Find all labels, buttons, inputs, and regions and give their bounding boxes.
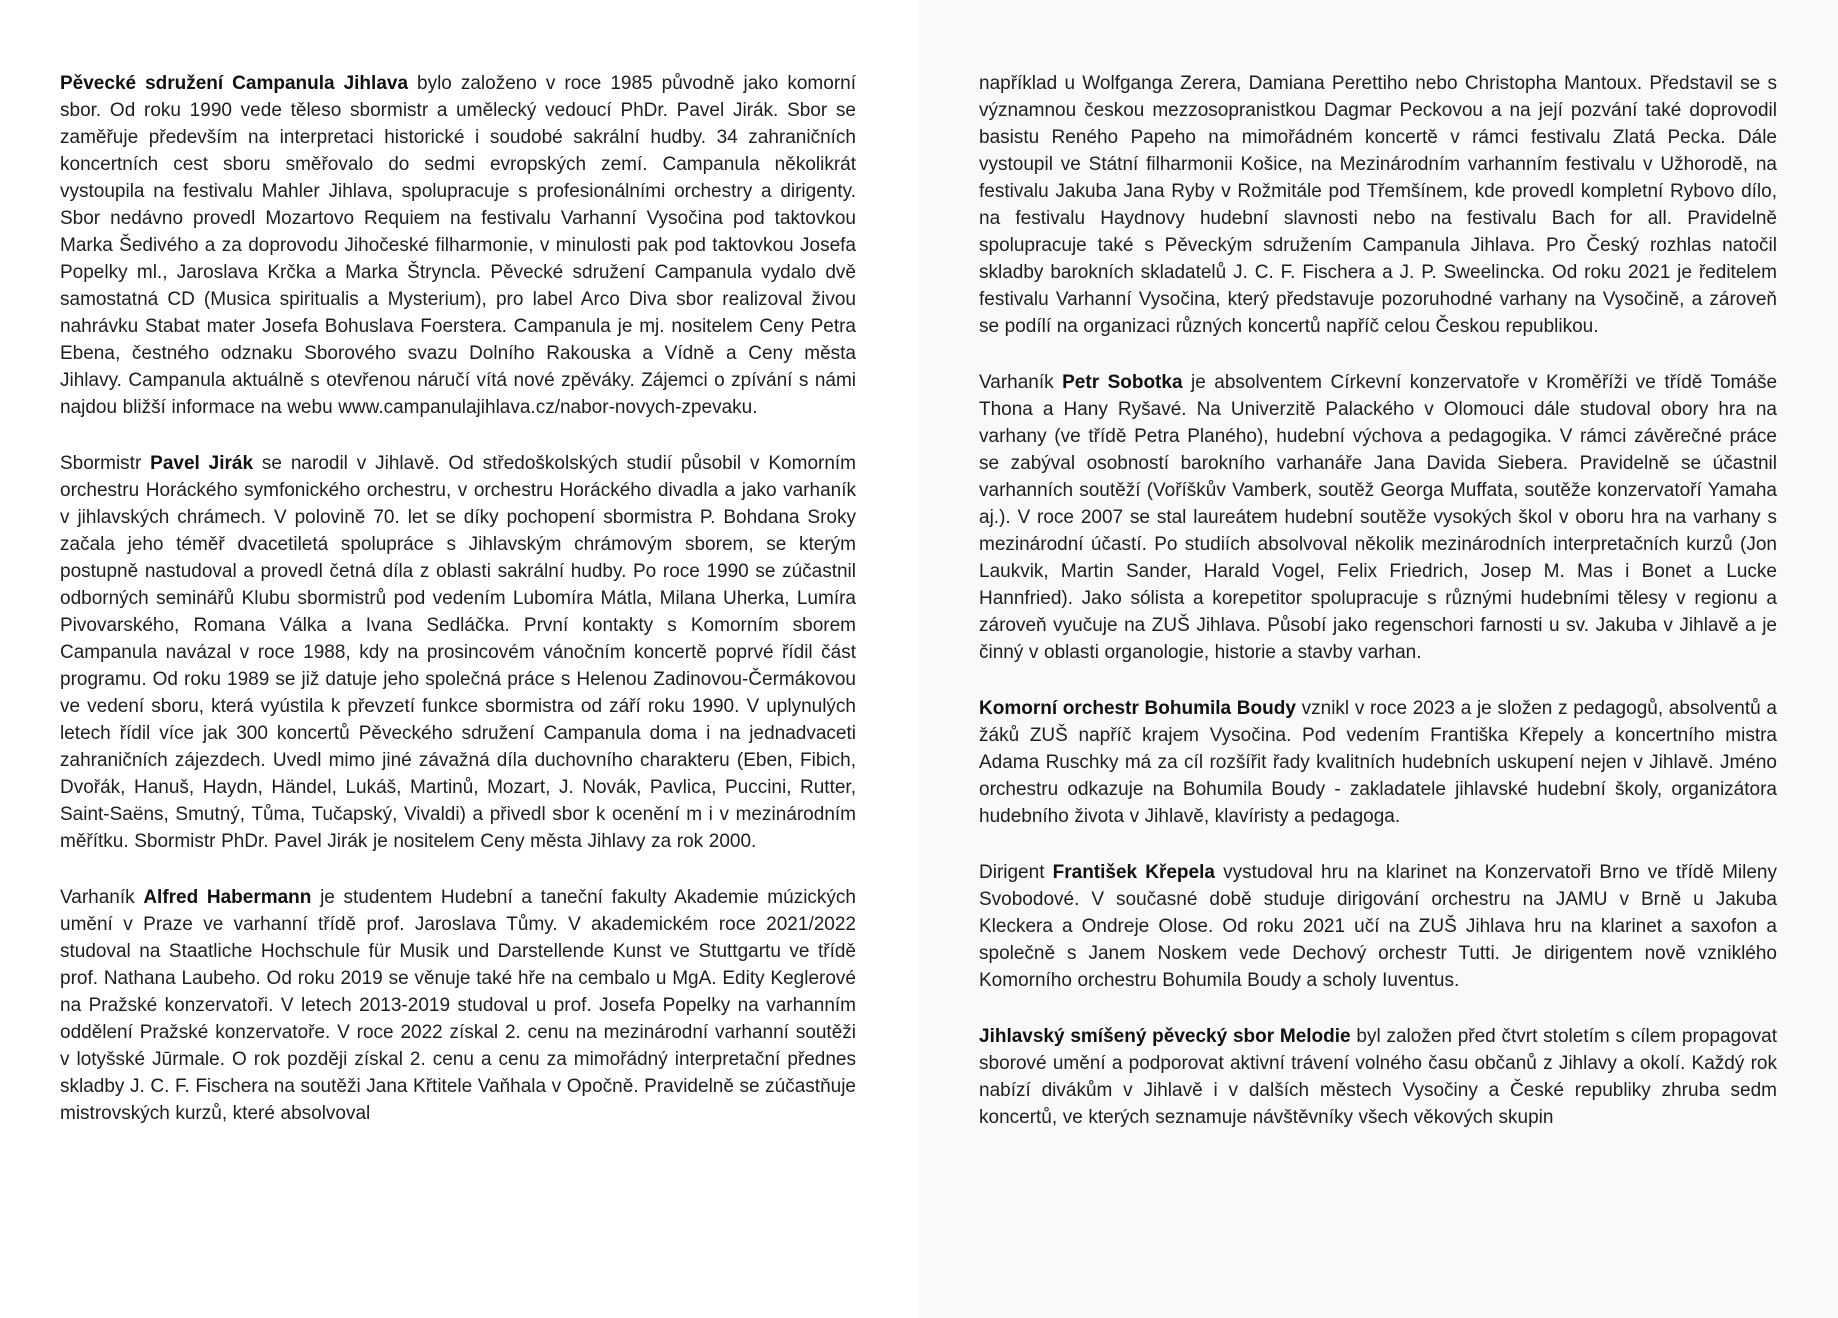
- paragraph-petr-sobotka: [979, 369, 1777, 666]
- right-page: [919, 0, 1838, 1318]
- paragraph-frantisek-krepela: [979, 859, 1777, 994]
- paragraph-prefix: Dirigent: [979, 862, 1053, 883]
- paragraph-text: například u Wolfganga Zerera, Damiana Perettiho nebo Christopha Mantoux. Představil se s významnou českou mezzosopranistkou Dagmar Peckovou a na její pozvání také doprovodil basistu Reného Papeho na mimořádném koncertě v rámci festivalu Zlatá Pecka. Dále vystoupil ve Státní filharmonii Košice, na Mezinárodním varhanním festivalu v Užhorodě, na festivalu Jakuba Jana Ryby v Rožmitále pod Třemšínem, kde provedl kompletní Rybovo dílo, na festivalu Haydnovy hudební slavnosti nebo na festivalu Bach for all. Pravidelně spolupracuje také s Pěveckým sdružením Campanula Jihlava. Pro Český rozhlas natočil skladby barokních skladatelů J. C. F. Fischera a J. P. Sweelincka. Od roku 2021 je ředitelem festivalu Varhanní Vysočina, který představuje pozoruhodné varhany na Vysočině, a zároveň se podílí na organizaci různých koncertů napříč celou Českou republikou.: [979, 73, 1777, 337]
- paragraph-prefix: Varhaník: [979, 372, 1063, 393]
- paragraph-campanula: [60, 70, 856, 421]
- heading-frantisek-krepela: František Křepela: [1052, 862, 1215, 883]
- left-text-column: [60, 70, 856, 1156]
- paragraph-text: vystudoval hru na klarinet na Konzervatoři Brno ve třídě Mileny Svobodové. V současné době studuje dirigování orchestru na JAMU v Brně u Jakuba Kleckera a Ondreje Olose. Od roku 2021 učí na ZUŠ Jihlava hru na klarinet a saxofon a společně s Janem Noskem vede Dechový orchestr Tutti. Je dirigentem nově vzniklého Komorního orchestru Bohumila Boudy a scholy Iuventus.: [979, 862, 1777, 991]
- paragraph-text: byl založen před čtvrt stoletím s cílem propagovat sborové umění a podporovat aktivní trávení volného času občanů z Jihlavy a okolí. Každý rok nabízí divákům v Jihlavě i v dalších městech Vysočiny a České republiky zhruba sedm koncertů, ve kterých seznamuje návštěvníky všech věkových skupin: [979, 1026, 1777, 1128]
- paragraph-komorni-orchestr: [979, 695, 1777, 830]
- paragraph-melodie: [979, 1023, 1777, 1131]
- heading-campanula: Pěvecké sdružení Campanula Jihlava: [60, 73, 409, 94]
- paragraph-habermann-continued: [979, 70, 1777, 340]
- paragraph-alfred-habermann: [60, 884, 856, 1127]
- paragraph-text: se narodil v Jihlavě. Od středoškolských studií působil v Komorním orchestru Horáckého symfonického orchestru, v orchestru Horáckého divadla a jako varhaník v jihlavských chrámech. V polovině 70. let se díky pochopení sbormistra P. Bohdana Sroky začala jeho téměř dvacetiletá spolupráce s Jihlavským chrámovým sborem, se kterým postupně nastudoval a provedl četná díla z oblasti sakrální hudby. Po roce 1990 se zúčastnil odborných seminářů Klubu sbormistrů pod vedením Lubomíra Mátla, Milana Uherka, Lumíra Pivovarského, Romana Válka a Ivana Sedláčka. První kontakty s Komorním sborem Campanula navázal v roce 1988, kdy na prosincovém vánočním koncertě poprvé řídil část programu. Od roku 1989 se již datuje jeho společná práce s Helenou Zadinovou-Čermákovou ve vedení sboru, která vyústila k převzetí funkce sbormistra od září roku 1990. V uplynulých letech řídil více jak 300 koncertů Pěveckého sdružení Campanula doma i na jednadvaceti zahraničních zájezdech. Uvedl mimo jiné závažná díla duchovního charakteru (Eben, Fibich, Dvořák, Hanuš, Haydn, Händel, Lukáš, Martinů, Mozart, J. Novák, Pavlica, Puccini, Rutter, Saint-Saëns, Smutný, Tůma, Tučapský, Vivaldi) a přivedl sbor k ocenění m i v mezinárodním měřítku. Sbormistr PhDr. Pavel Jirák je nositelem Ceny města Jihlavy za rok 2000.: [60, 453, 857, 852]
- paragraph-text: vznikl v roce 2023 a je složen z pedagogů, absolventů a žáků ZUŠ napříč krajem Vysočina. Pod vedením Františka Křepely a koncertního mistra Adama Ruschky má za cíl rozšířit řady kvalitních hudebních uskupení nejen v Jihlavě. Jméno orchestru odkazuje na Bohumila Boudy - zakladatele jihlavské hudební školy, organizátora hudebního života v Jihlavě, klavíristy a pedagoga.: [979, 698, 1777, 827]
- heading-pavel-jirak: Pavel Jirák: [150, 453, 254, 474]
- paragraph-prefix: Sbormistr: [60, 453, 151, 474]
- right-text-column: [979, 70, 1777, 1160]
- paragraph-pavel-jirak: [60, 450, 856, 855]
- paragraph-text: je studentem Hudební a taneční fakulty Akademie múzických umění v Praze ve varhanní třídě prof. Jaroslava Tůmy. V akademickém roce 2021/2022 studoval na Staatliche Hochschule für Musik und Darstellende Kunst ve Stuttgartu ve třídě prof. Nathana Laubeho. Od roku 2019 se věnuje také hře na cembalo u MgA. Edity Keglerové na Pražské konzervatoři. V letech 2013-2019 studoval u prof. Josefa Popelky na varhanním oddělení Pražské konzervatoře. V roce 2022 získal 2. cenu na mezinárodní varhanní soutěži v lotyšské Jūrmale. O rok později získal 2. cenu a cenu za mimořádný interpretační přednes skladby J. C. F. Fischera na soutěži Jana Křtitele Vaňhala v Opočně. Pravidelně se zúčastňuje mistrovských kurzů, které absolvoval: [60, 887, 856, 1124]
- heading-alfred-habermann: Alfred Habermann: [143, 887, 312, 908]
- heading-melodie: Jihlavský smíšený pěvecký sbor Melodie: [979, 1026, 1351, 1047]
- paragraph-text: bylo založeno v roce 1985 původně jako komorní sbor. Od roku 1990 vede těleso sbormistr a umělecký vedoucí PhDr. Pavel Jirák. Sbor se zaměřuje především na interpretaci historické i soudobé sakrální hudby. 34 zahraničních koncertních cest sboru směřovalo do sedmi evropských zemí. Campanula několikrát vystoupila na festivalu Mahler Jihlava, spolupracuje s profesionálními orchestry a dirigenty. Sbor nedávno provedl Mozartovo Requiem na festivalu Varhanní Vysočina pod taktovkou Marka Šedivého a za doprovodu Jihočeské filharmonie, v minulosti pak pod taktovkou Josefa Popelky ml., Jaroslava Krčka a Marka Štryncla. Pěvecké sdružení Campanula vydalo dvě samostatná CD (Musica spiritualis a Mysterium), pro label Arco Diva sbor realizoval živou nahrávku Stabat mater Josefa Bohuslava Foerstera. Campanula je mj. nositelem Ceny Petra Ebena, čestného odznaku Sborového svazu Dolního Rakouska a Vídně a Ceny města Jihlavy. Campanula aktuálně s otevřenou náručí vítá nové zpěváky. Zájemci o zpívání s námi najdou bližší informace na webu www.campanulajihlava.cz/nabor-novych-zpevaku.: [60, 73, 856, 418]
- heading-komorni-orchestr: Komorní orchestr Bohumila Boudy: [979, 698, 1296, 719]
- heading-petr-sobotka: Petr Sobotka: [1062, 372, 1183, 393]
- paragraph-prefix: Varhaník: [60, 887, 144, 908]
- paragraph-text: je absolventem Církevní konzervatoře v Kroměříži ve třídě Tomáše Thona a Hany Ryšavé. Na Univerzitě Palackého v Olomouci dále studoval obory hra na varhany (ve třídě Petra Planého), hudební výchova a pedagogika. V rámci závěrečné práce se zabýval osobností barokního varhanáře Jana Davida Siebera. Pravidelně se účastnil varhanních soutěží (Voříškův Vamberk, soutěž Georga Muffata, soutěže konzervatoří Yamaha aj.). V roce 2007 se stal laureátem hudební soutěže vysokých škol v oboru hra na varhany s mezinárodní účastí. Po studiích absolvoval několik mezinárodních interpretačních kurzů (Jon Laukvik, Martin Sander, Harald Vogel, Felix Friedrich, Josep M. Mas i Bonet a Lucke Hannfried). Jako sólista a korepetitor spolupracuje s různými hudebními tělesy v regionu a zároveň vyučuje na ZUŠ Jihlava. Působí jako regenschori farnosti u sv. Jakuba v Jihlavě a je činný v oblasti organologie, historie a stavby varhan.: [979, 372, 1778, 663]
